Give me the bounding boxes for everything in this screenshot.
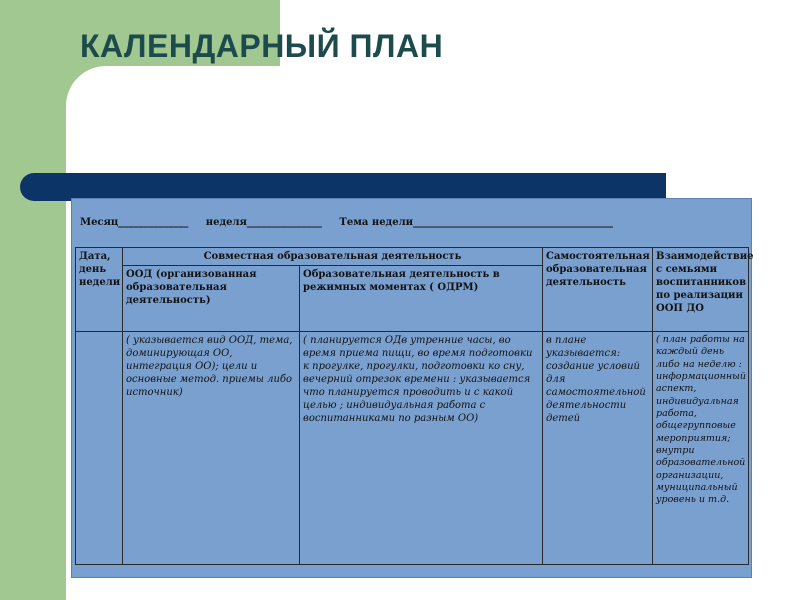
header-family-interaction: Взаимодействие с семьями воспитанников по реализации ООП ДО: [653, 248, 749, 332]
week-field: неделя_______________: [205, 217, 322, 228]
cell-ood: ( указывается вид ООД, тема, доминирующая ОО, интеграция ОО); цели и основные метод. приемы либо источник): [123, 332, 300, 565]
theme-field: Тема недели________________________________________: [339, 217, 614, 228]
cell-independent: в плане указывается: создание условий для самостоятельной деятельности детей: [543, 332, 653, 565]
cell-family: ( план работы на каждый день либо на неделю : информационный аспект, индивидуальная работа, общегрупповые мероприятия; внутри образовательной организации, муниципальный уровень и т.д.: [653, 332, 749, 565]
header-joint-activity: Совместная образовательная деятельность: [123, 248, 543, 266]
navy-decor-bar: [20, 173, 666, 201]
header-ood: ООД (организованная образовательная деятельность): [123, 266, 300, 332]
header-date: Дата, день недели: [76, 248, 123, 332]
month-field: Месяц______________: [80, 217, 189, 228]
cell-date: [76, 332, 123, 565]
plan-header-line: [80, 217, 627, 228]
plan-table-container: [71, 198, 752, 578]
plan-table: [75, 247, 754, 565]
header-independent-activity: Самостоятельная образовательная деятельность: [543, 248, 653, 332]
header-odrm: Образовательная деятельность в режимных моментах ( ОДРМ): [300, 266, 543, 332]
page-title: КАЛЕНДАРНЫЙ ПЛАН: [80, 28, 444, 64]
cell-odrm: ( планируется ОДв утренние часы, во время приема пищи, во время подготовки к прогулке, прогулки, подготовки ко сну, вечерний отрезок времени : указывается что планируется проводить и с какой целью ; индивидуальная работа с воспитанниками по разным ОО): [300, 332, 543, 565]
